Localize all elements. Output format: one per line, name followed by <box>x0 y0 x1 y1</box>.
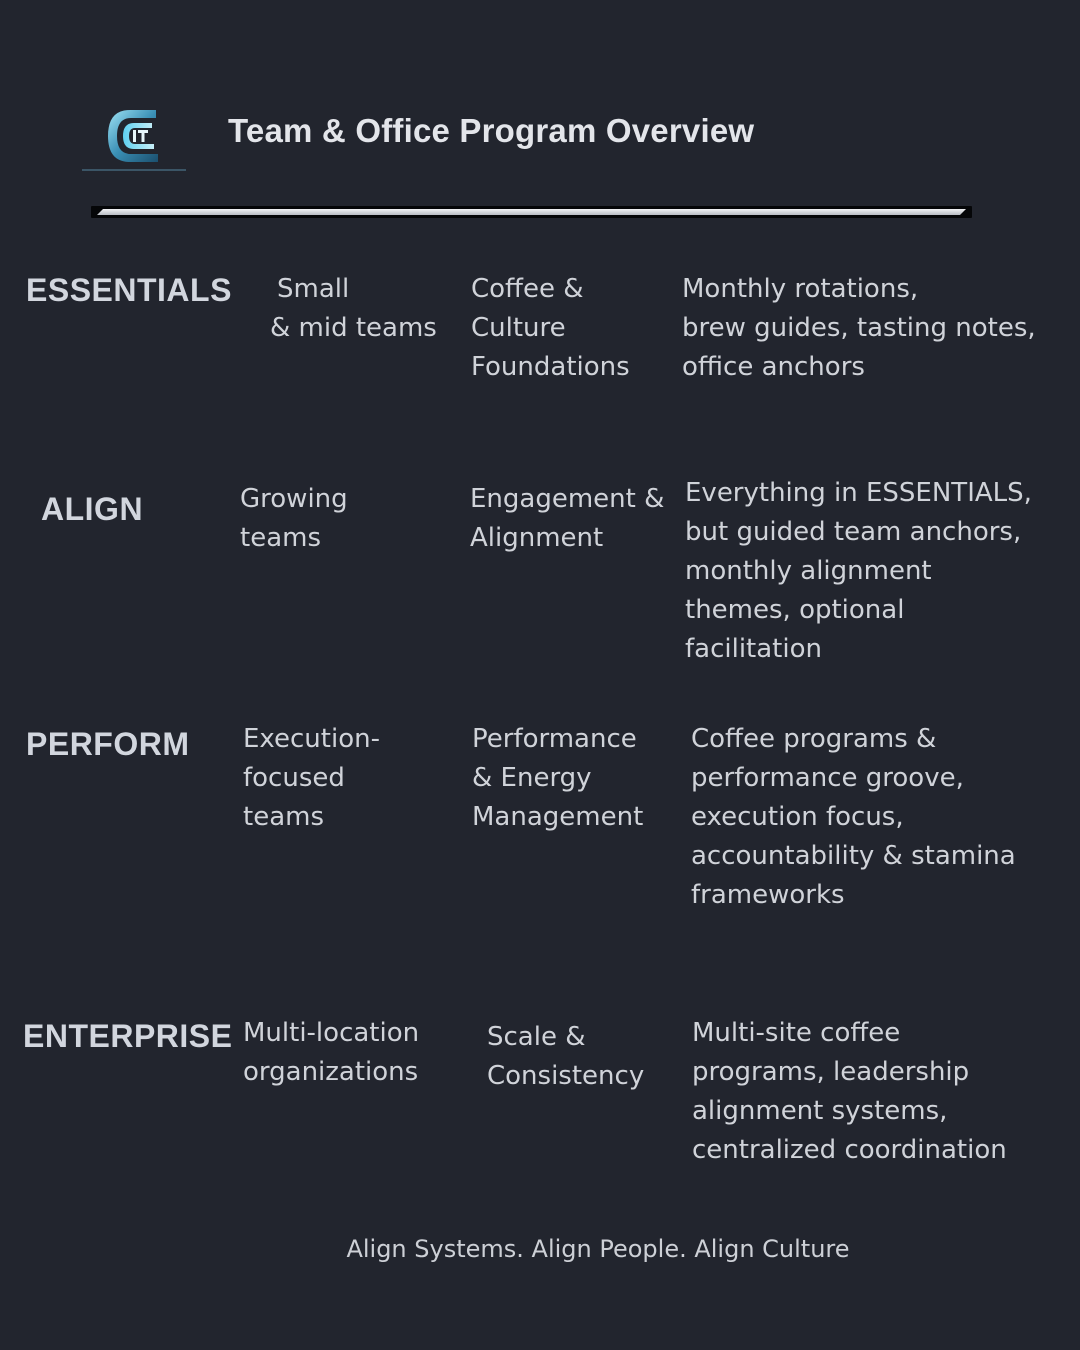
tier-includes: Monthly rotations, brew guides, tasting notes, office anchors <box>682 274 1036 382</box>
tier-name: PERFORM <box>26 726 190 762</box>
tier-includes: Coffee programs & performance groove, execution focus, accountability & stamina frameworks <box>691 724 1016 910</box>
tier-name: ESSENTIALS <box>26 272 232 308</box>
tier-includes: Everything in ESSENTIALS, but guided team anchors, monthly alignment themes, optional facilitation <box>685 478 1032 664</box>
page-title: Team & Office Program Overview <box>228 112 755 149</box>
tier-name: ENTERPRISE <box>23 1018 233 1054</box>
tier-focus: Engagement & Alignment <box>470 484 665 553</box>
tier-audience: Small & mid teams <box>270 274 437 343</box>
header-divider <box>91 206 972 218</box>
tier-includes: Multi-site coffee programs, leadership alignment systems, centralized coordination <box>692 1018 1007 1165</box>
tier-focus: Coffee & Culture Foundations <box>471 274 630 382</box>
tier-audience: Execution- focused teams <box>243 724 380 832</box>
company-logo <box>78 100 190 178</box>
tier-focus: Scale & Consistency <box>487 1022 645 1091</box>
footer-tagline: Align Systems. Align People. Align Culture <box>346 1235 850 1263</box>
tier-audience: Multi-location organizations <box>243 1018 420 1087</box>
cit-logo-icon <box>78 100 190 178</box>
tier-name: ALIGN <box>41 491 144 527</box>
tier-audience: Growing teams <box>240 484 348 553</box>
tier-focus: Performance & Energy Management <box>472 724 644 832</box>
